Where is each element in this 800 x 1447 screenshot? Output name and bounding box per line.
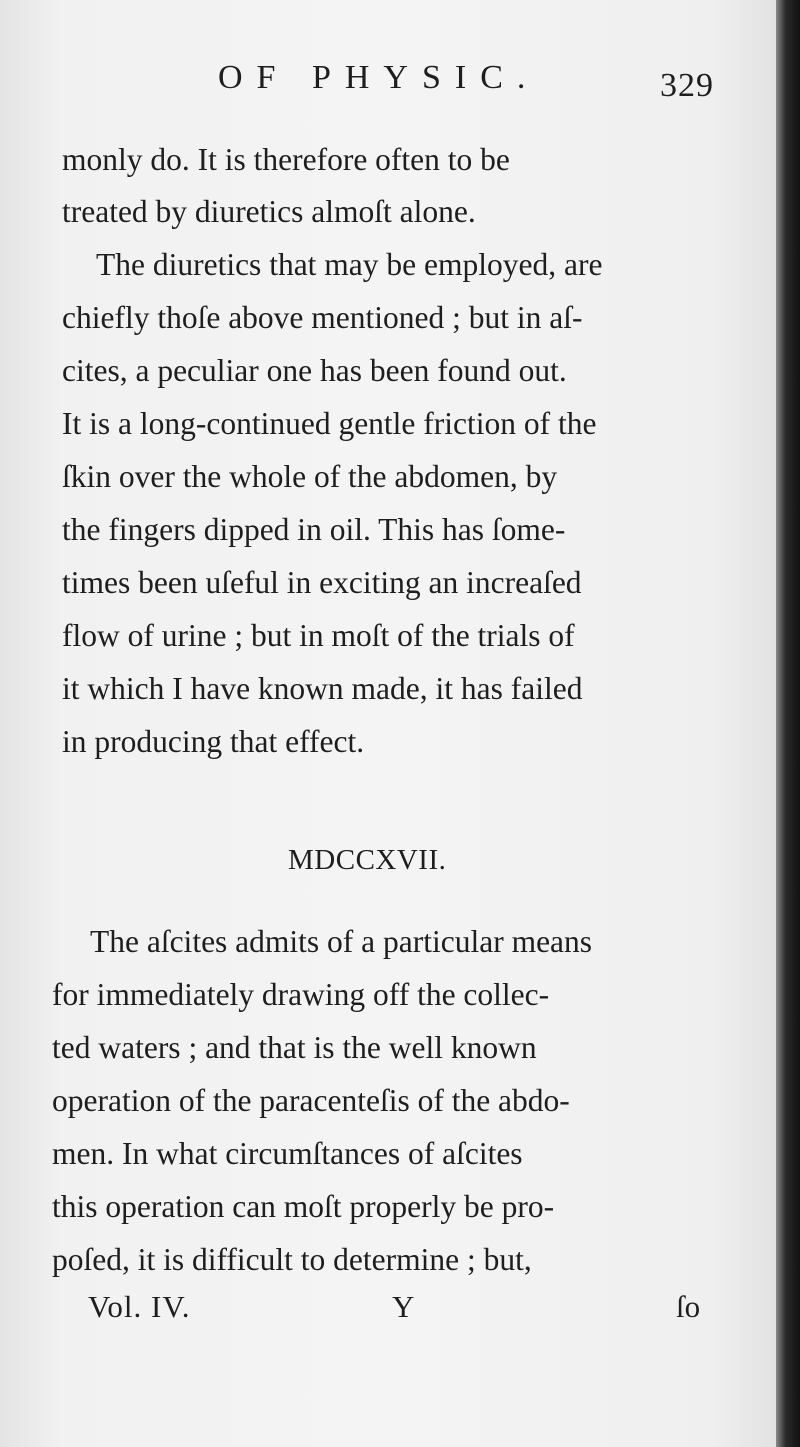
text-line: poſed, it is difficult to determine ; but, <box>52 1242 532 1277</box>
text-line: men. In what circumſtances of aſcites <box>52 1136 523 1171</box>
running-head <box>0 58 776 108</box>
text-line: chiefly thoſe above mentioned ; but in aſ- <box>62 300 583 335</box>
text-line: flow of urine ; but in moſt of the trials of <box>62 618 575 653</box>
text-line: The diuretics that may be employed, are <box>96 247 603 282</box>
text-line: for immediately drawing off the collec- <box>52 977 550 1012</box>
page-footer <box>0 1287 776 1331</box>
text-line: It is a long-continued gentle friction of the <box>62 406 597 441</box>
text-line: times been uſeful in exciting an increaſed <box>62 565 582 600</box>
text-line: this operation can moſt properly be pro- <box>52 1189 555 1224</box>
text-line: monly do. It is therefore often to be <box>62 142 510 177</box>
page-edge-shadow <box>776 0 800 1447</box>
text-line: cites, a peculiar one has been found out. <box>62 353 567 388</box>
text-line: in producing that effect. <box>62 724 365 759</box>
signature-mark: Y <box>392 1289 415 1324</box>
text-line: ſkin over the whole of the abdomen, by <box>62 459 558 494</box>
text-line: treated by diuretics almoſt alone. <box>62 194 476 229</box>
page-number: 329 <box>660 67 714 104</box>
running-title: OF PHYSIC. <box>218 59 540 96</box>
section-heading: MDCCXVII. <box>288 844 447 876</box>
text-line: ted waters ; and that is the well known <box>52 1030 537 1065</box>
text-line: The aſcites admits of a particular means <box>90 924 593 959</box>
volume-label: Vol. IV. <box>88 1289 191 1324</box>
catchword: ſo <box>676 1289 701 1324</box>
text-line: operation of the paracenteſis of the abdo- <box>52 1083 570 1118</box>
text-line: it which I have known made, it has failed <box>62 671 583 706</box>
text-line: the fingers dipped in oil. This has ſome- <box>62 512 566 547</box>
